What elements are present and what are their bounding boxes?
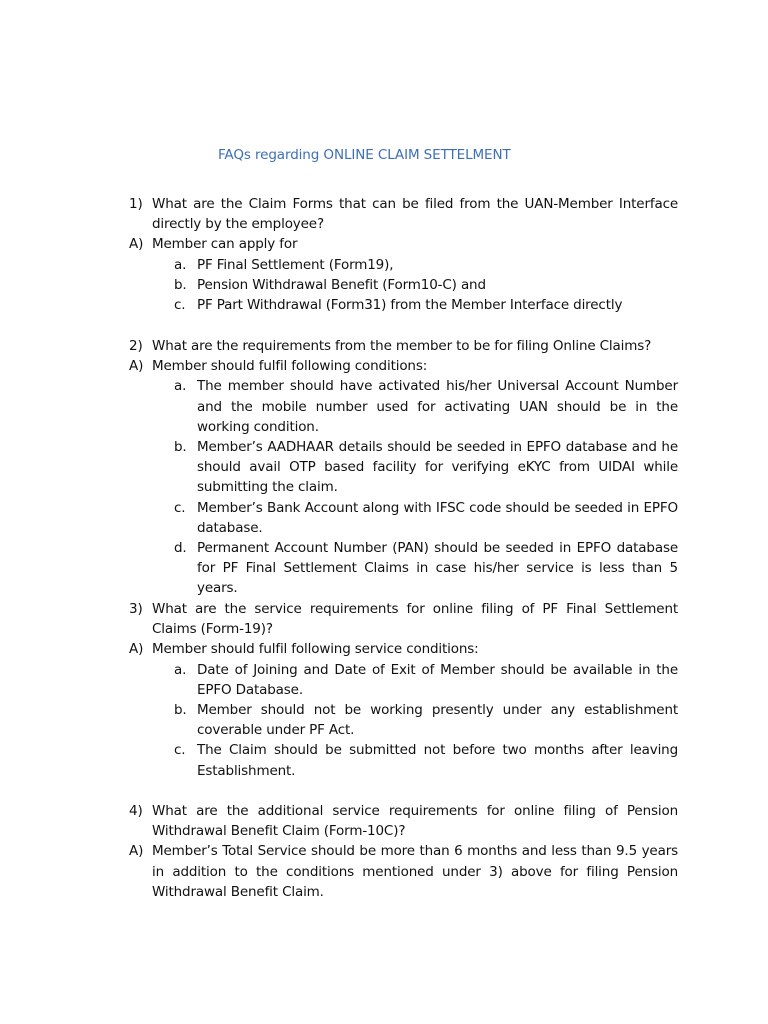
list-item bbox=[0, 740, 678, 780]
list-item bbox=[0, 660, 678, 700]
list-item-text: Member should not be working presently under any establishment coverable under PF Act. bbox=[197, 702, 678, 739]
list-item bbox=[0, 275, 678, 295]
list-item-marker: c. bbox=[174, 297, 186, 314]
answer-marker: A) bbox=[129, 358, 144, 375]
list-item-text: Pension Withdrawal Benefit (Form10-C) and bbox=[197, 276, 486, 293]
question-number: 4) bbox=[129, 803, 143, 819]
faq-question bbox=[0, 599, 678, 639]
list-item-text: PF Final Settlement (Form19), bbox=[197, 256, 394, 273]
faq-answer bbox=[0, 841, 678, 902]
list-item-marker: c. bbox=[174, 499, 186, 516]
question-text: What are the requirements from the member to be for filing Online Claims? bbox=[152, 338, 652, 354]
list-item-text: Member’s Bank Account along with IFSC code should be seeded in EPFO database. bbox=[197, 499, 678, 536]
question-number: 2) bbox=[129, 338, 143, 354]
list-item-marker: d. bbox=[174, 540, 187, 557]
list-item-text: Permanent Account Number (PAN) should be seeded in EPFO database for PF Final Settlement Claims in case his/her service is less than 5 years. bbox=[197, 540, 678, 597]
list-item-text: Member’s AADHAAR details should be seeded in EPFO database and he should avail OTP based facility for verifying eKYC from UIDAI while submitting the claim. bbox=[197, 439, 678, 496]
list-item-text: The member should have activated his/her Universal Account Number and the mobile number used for activating UAN should be in the working condition. bbox=[197, 378, 678, 435]
faq-question bbox=[0, 801, 678, 841]
faq-item-4 bbox=[0, 801, 768, 902]
list-item-marker: a. bbox=[174, 661, 187, 678]
document-title: FAQs regarding ONLINE CLAIM SETTELMENT bbox=[218, 147, 511, 163]
faq-answer bbox=[0, 639, 678, 659]
question-text: What are the service requirements for online filing of PF Final Settlement Claims (Form-19)? bbox=[152, 601, 678, 638]
list-item-text: PF Part Withdrawal (Form31) from the Member Interface directly bbox=[197, 297, 623, 314]
list-item-marker: b. bbox=[174, 276, 187, 293]
faq-item-1 bbox=[0, 194, 768, 315]
faq-answer bbox=[0, 234, 678, 254]
list-item-marker: b. bbox=[174, 439, 187, 456]
answer-text: Member can apply for bbox=[152, 236, 298, 253]
question-number: 1) bbox=[129, 196, 143, 212]
list-item bbox=[0, 376, 678, 437]
list-item bbox=[0, 538, 678, 599]
list-item-marker: c. bbox=[174, 742, 186, 759]
answer-text: Member should fulfil following conditions: bbox=[152, 358, 428, 375]
faq-question bbox=[0, 336, 678, 356]
list-item bbox=[0, 700, 678, 740]
list-item-text: Date of Joining and Date of Exit of Member should be available in the EPFO Database. bbox=[197, 661, 678, 698]
list-item bbox=[0, 437, 678, 498]
faq-question bbox=[0, 194, 678, 234]
answer-text: Member’s Total Service should be more than 6 months and less than 9.5 years in addition to the conditions mentioned under 3) above for filing Pension Withdrawal Benefit Claim. bbox=[152, 843, 678, 900]
list-item-text: The Claim should be submitted not before two months after leaving Establishment. bbox=[197, 742, 678, 779]
question-text: What are the additional service requirements for online filing of Pension Withdrawal Benefit Claim (Form-10C)? bbox=[152, 803, 678, 840]
list-item-marker: a. bbox=[174, 256, 187, 273]
list-item bbox=[0, 255, 678, 275]
question-text: What are the Claim Forms that can be filed from the UAN-Member Interface directly by the employee? bbox=[152, 196, 678, 233]
faq-item-2 bbox=[0, 336, 768, 599]
faq-item-3 bbox=[0, 599, 768, 781]
list-item-marker: a. bbox=[174, 378, 187, 395]
answer-text: Member should fulfil following service conditions: bbox=[152, 641, 479, 658]
answer-marker: A) bbox=[129, 236, 144, 253]
list-item bbox=[0, 498, 678, 538]
list-item bbox=[0, 295, 678, 315]
answer-marker: A) bbox=[129, 843, 144, 860]
list-item-marker: b. bbox=[174, 702, 187, 719]
question-number: 3) bbox=[129, 601, 143, 617]
faq-answer bbox=[0, 356, 678, 376]
answer-marker: A) bbox=[129, 641, 144, 658]
